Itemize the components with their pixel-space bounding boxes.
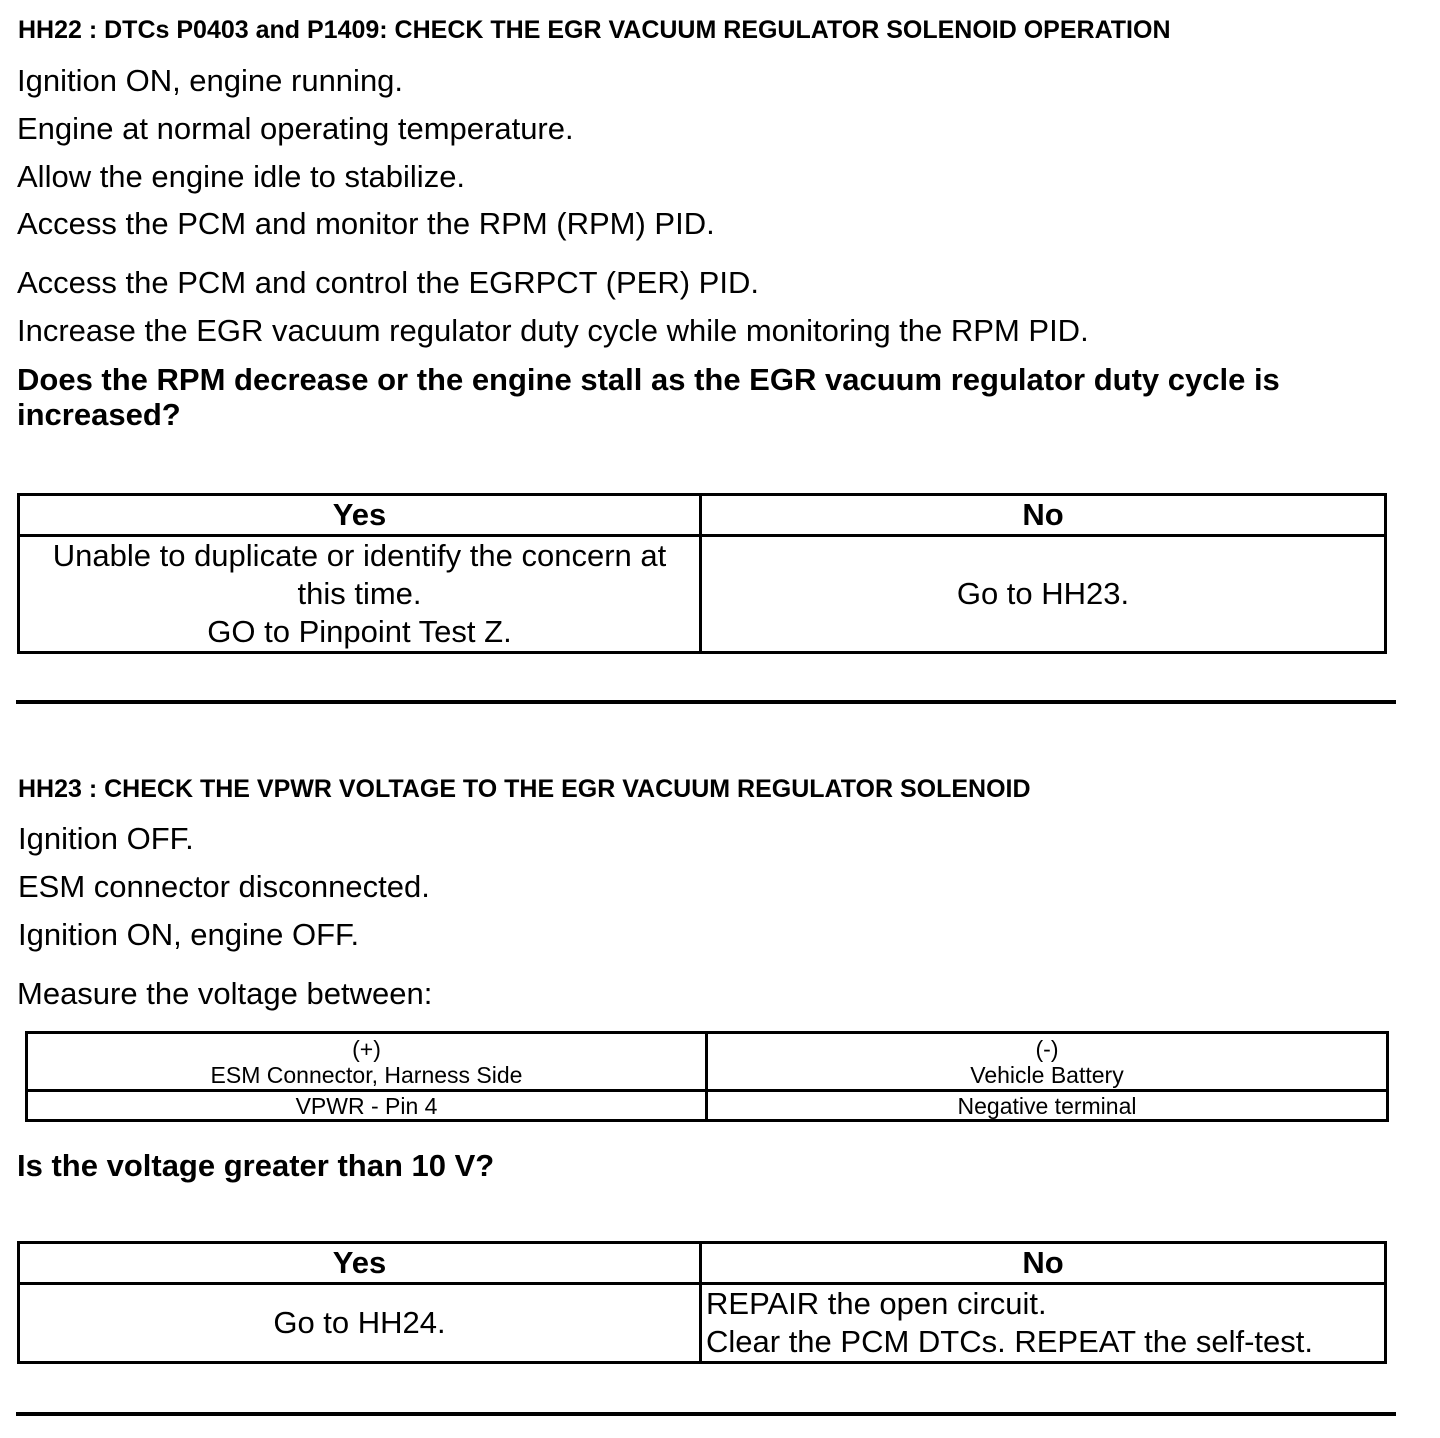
- yes-action-cell: [19, 536, 701, 653]
- positive-symbol: (+): [352, 1035, 381, 1062]
- hh22-step-2: Engine at normal operating temperature.: [17, 111, 574, 146]
- hh22-step-1: Ignition ON, engine running.: [17, 63, 404, 98]
- negative-probe-header: [707, 1033, 1388, 1091]
- hh23-result-table: [17, 1241, 1387, 1364]
- hh22-step-3: Allow the engine idle to stabilize.: [17, 159, 466, 194]
- no-action-line-2: Clear the PCM DTCs. REPEAT the self-test.: [706, 1324, 1313, 1359]
- hh22-heading: HH22 : DTCs P0403 and P1409: CHECK THE EGR VACUUM REGULATOR SOLENOID OPERATION: [18, 16, 1171, 44]
- hh23-step-2: ESM connector disconnected.: [18, 869, 430, 904]
- hh23-step-4: Measure the voltage between:: [17, 976, 433, 1011]
- measurement-table: [25, 1031, 1389, 1122]
- hh23-step-1: Ignition OFF.: [18, 821, 194, 856]
- negative-probe-value: Negative terminal: [707, 1091, 1388, 1121]
- no-action-line-1: REPAIR the open circuit.: [706, 1286, 1047, 1321]
- yes-action-cell: Go to HH24.: [19, 1284, 701, 1363]
- hh22-step-4: Access the PCM and monitor the RPM (RPM) PID.: [17, 206, 715, 241]
- section-divider: [16, 1412, 1396, 1416]
- negative-symbol: (-): [1035, 1035, 1059, 1062]
- yes-action-line-2: this time.: [297, 576, 422, 611]
- hh23-step-3: Ignition ON, engine OFF.: [18, 917, 360, 952]
- hh22-step-5: Access the PCM and control the EGRPCT (PER) PID.: [17, 265, 759, 300]
- hh22-step-6: Increase the EGR vacuum regulator duty cycle while monitoring the RPM PID.: [17, 313, 1089, 348]
- hh22-question: Does the RPM decrease or the engine stall as the EGR vacuum regulator duty cycle is increased?: [17, 362, 1280, 432]
- hh23-heading: HH23 : CHECK THE VPWR VOLTAGE TO THE EGR VACUUM REGULATOR SOLENOID: [18, 775, 1031, 803]
- no-action-cell: Go to HH23.: [701, 536, 1386, 653]
- no-header: No: [701, 1243, 1386, 1284]
- yes-action-line-1: Unable to duplicate or identify the concern at: [52, 538, 667, 573]
- positive-label: ESM Connector, Harness Side: [210, 1061, 523, 1088]
- no-action-cell: [701, 1284, 1386, 1363]
- hh22-result-table: [17, 493, 1387, 654]
- section-divider: [16, 700, 1396, 704]
- yes-header: Yes: [19, 1243, 701, 1284]
- no-header: No: [701, 495, 1386, 536]
- positive-probe-header: [27, 1033, 707, 1091]
- hh23-question: Is the voltage greater than 10 V?: [17, 1148, 495, 1183]
- yes-header: Yes: [19, 495, 701, 536]
- yes-action-line-3: GO to Pinpoint Test Z.: [207, 614, 512, 649]
- positive-probe-value: VPWR - Pin 4: [27, 1091, 707, 1121]
- negative-label: Vehicle Battery: [970, 1061, 1124, 1088]
